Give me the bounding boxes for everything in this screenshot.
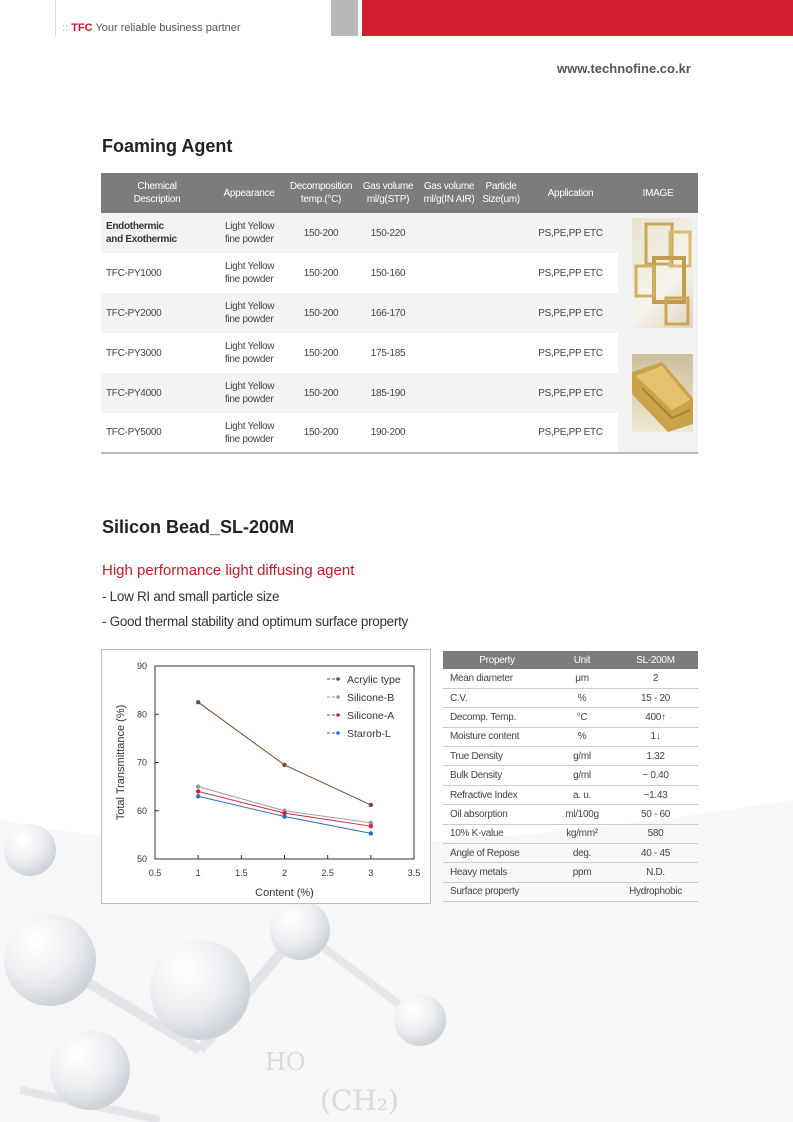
data-point (282, 814, 286, 818)
foaming-cell-text: fine powder (225, 234, 274, 245)
property-table-row (443, 844, 698, 863)
data-point (196, 789, 200, 793)
property-col-header: Unit (551, 651, 613, 669)
foaming-cell-text: TFC-PY5000 (106, 427, 162, 438)
property-table-cell: g/ml (551, 747, 613, 766)
foaming-table-cell (101, 333, 213, 373)
property-table-cell: 10% K-value (443, 824, 551, 843)
property-table-cell: ~1.43 (613, 785, 698, 804)
website-url[interactable]: www.technofine.co.kr (557, 61, 691, 76)
property-table-cell: 400↑ (613, 708, 698, 727)
data-point (196, 700, 200, 704)
property-table-row (443, 727, 698, 746)
foaming-cell-text: 150-200 (303, 427, 339, 438)
foaming-table-cell (285, 373, 357, 413)
foaming-cell-text: TFC-PY1000 (106, 267, 162, 279)
property-table-cell: kg/mm² (551, 824, 613, 843)
foaming-table-cell (523, 293, 618, 333)
foaming-table-cell (419, 293, 479, 333)
property-table-row (443, 766, 698, 785)
x-tick-label: 1.5 (235, 868, 248, 878)
frame-product-image (632, 218, 693, 328)
property-table-cell: Oil absorption (443, 805, 551, 824)
foaming-table-cell (101, 213, 213, 253)
foaming-cell-text: Endothermic (106, 221, 164, 232)
foaming-col-header-line: IMAGE (642, 187, 674, 199)
foaming-cell-text: Light Yellow (225, 341, 275, 352)
foaming-cell-text: fine powder (225, 433, 274, 445)
property-col-header: Property (443, 651, 551, 669)
foaming-cell-text: PS,PE,PP ETC (538, 347, 603, 359)
header-brand: TFC (71, 22, 93, 34)
data-point (196, 784, 200, 788)
property-table-row (443, 882, 698, 901)
property-table-cell: 1.32 (613, 747, 698, 766)
x-tick-label: 0.5 (148, 868, 162, 878)
foaming-cell-text: Light Yellow (225, 381, 275, 392)
foaming-table-cell (419, 373, 479, 413)
foaming-cell-text: 150-200 (303, 307, 339, 319)
property-table-cell: Bulk Density (443, 766, 551, 785)
foaming-table-cell (479, 293, 523, 333)
y-tick-label: 80 (136, 709, 147, 720)
foaming-col-header-line: Particle (485, 181, 517, 192)
property-table-body (443, 669, 698, 902)
x-tick-label: 3.5 (407, 868, 421, 878)
foaming-col-header (479, 173, 523, 213)
foaming-table-cell (213, 333, 285, 373)
foaming-table-cell (479, 373, 523, 413)
foaming-table-cell (357, 373, 419, 413)
foaming-table-row (101, 213, 698, 253)
transmittance-chart (101, 649, 431, 904)
foaming-col-header-line: ml/g(STP) (366, 194, 410, 205)
legend-swatch-marker (336, 695, 340, 699)
y-tick-label: 70 (136, 757, 147, 768)
foaming-table-cell (285, 253, 357, 293)
property-table-cell: a. u. (551, 785, 613, 804)
property-table-cell: 50 - 60 (613, 805, 698, 824)
property-table-cell: Decomp. Temp. (443, 708, 551, 727)
foaming-agent-table (101, 173, 698, 454)
property-table-row (443, 669, 698, 688)
foaming-table-cell (213, 253, 285, 293)
foaming-table-cell (213, 413, 285, 453)
foaming-table-cell (101, 413, 213, 453)
foaming-table-cell (357, 253, 419, 293)
legend-swatch-marker (336, 677, 340, 681)
x-tick-label: 3 (368, 868, 374, 878)
data-point (369, 824, 373, 828)
foaming-table-cell (213, 373, 285, 413)
y-axis-label: Total Transmittance (%) (115, 704, 127, 821)
foaming-cell-text: 150-160 (370, 267, 406, 279)
data-point (369, 831, 373, 835)
property-table-row (443, 805, 698, 824)
foaming-table-cell (357, 413, 419, 453)
foaming-table-cell (523, 333, 618, 373)
foaming-col-header-line: Gas volume (423, 181, 475, 192)
foaming-cell-text: Light Yellow (225, 261, 275, 272)
foaming-col-header (101, 173, 213, 213)
foaming-cell-text: PS,PE,PP ETC (538, 307, 603, 319)
foaming-cell-text: 150-200 (303, 227, 339, 239)
silicon-bead-title: Silicon Bead_SL-200M (102, 517, 295, 537)
foaming-cell-text: PS,PE,PP ETC (538, 267, 603, 279)
foaming-cell-text: 150-220 (370, 227, 406, 239)
foaming-cell-text: 150-200 (303, 347, 339, 359)
foaming-table-cell (523, 253, 618, 293)
foaming-col-header-line: Gas volume (362, 181, 414, 192)
foaming-table-cell (357, 293, 419, 333)
foaming-table-cell (523, 213, 618, 253)
x-tick-label: 2.5 (321, 868, 334, 878)
foaming-table-cell (213, 213, 285, 253)
property-table-cell: 15 - 20 (613, 688, 698, 707)
legend-swatch-marker (336, 731, 340, 735)
foaming-table-row (101, 373, 698, 413)
data-point (196, 794, 200, 798)
foaming-cell-text: Light Yellow (225, 221, 275, 232)
foaming-table-cell (419, 413, 479, 453)
property-table-cell: ~ 0.40 (613, 766, 698, 785)
property-table-cell: True Density (443, 747, 551, 766)
property-table-row (443, 785, 698, 804)
foaming-cell-text: 150-200 (303, 267, 339, 279)
foaming-col-header (419, 173, 479, 213)
property-table-row (443, 863, 698, 882)
legend-swatch-marker (336, 713, 340, 717)
series-line-acrylic-type (198, 702, 371, 805)
property-table-cell: °C (551, 708, 613, 727)
property-table-cell: Hydrophobic (613, 882, 698, 901)
foaming-cell-text: PS,PE,PP ETC (538, 427, 603, 438)
x-tick-label: 2 (281, 868, 288, 878)
foaming-table-row (101, 413, 698, 453)
foaming-col-header (618, 173, 698, 213)
header-tagline (62, 22, 241, 34)
x-axis-label: Content (%) (255, 887, 314, 899)
property-table-cell: Heavy metals (443, 863, 551, 882)
foaming-col-header-line: Chemical (137, 181, 177, 192)
property-table-row (443, 708, 698, 727)
property-table-cell: Moisture content (443, 727, 551, 746)
foaming-table-row (101, 253, 698, 293)
foaming-table-cell (419, 333, 479, 373)
legend-label: Starorb-L (347, 728, 391, 740)
foaming-col-header (213, 173, 285, 213)
transmittance-chart-svg (102, 650, 432, 905)
property-table-row (443, 747, 698, 766)
foaming-agent-title: Foaming Agent (102, 136, 233, 156)
property-table-cell: g/ml (551, 766, 613, 785)
property-table-cell: N.D. (613, 863, 698, 882)
foaming-table-cell (479, 413, 523, 453)
legend-label: Acrylic type (347, 674, 401, 686)
foaming-cell-text: 185-190 (370, 387, 406, 399)
foaming-col-header-line: Size(um) (482, 194, 520, 205)
property-table-cell: ppm (551, 863, 613, 882)
formula-watermark-2: (CH₂) (320, 1084, 399, 1117)
foaming-cell-text: fine powder (225, 314, 274, 325)
formula-watermark-1: HO (265, 1048, 306, 1076)
y-tick-label: 90 (136, 661, 147, 671)
foaming-table-header (101, 173, 698, 213)
foaming-table-cell (213, 293, 285, 333)
legend-label: Silicone-B (347, 692, 395, 704)
foaming-cell-text: and Exothermic (106, 234, 177, 245)
foaming-col-header (523, 173, 618, 213)
foaming-table-cell (357, 213, 419, 253)
header-dots: :: (62, 22, 69, 34)
legend-label: Silicone-A (347, 710, 395, 722)
property-table-cell: C.V. (443, 688, 551, 707)
property-table-cell (551, 882, 613, 901)
foaming-cell-text: Light Yellow (225, 301, 275, 312)
property-table-cell: Surface property (443, 882, 551, 901)
bullet-low-ri: - Low RI and small particle size (102, 589, 280, 604)
property-table-cell: % (551, 727, 613, 746)
foaming-table-cell (523, 413, 618, 453)
property-table-cell: ml/100g (551, 805, 613, 824)
foaming-table-cell (285, 333, 357, 373)
foaming-col-header (285, 173, 357, 213)
property-table-cell: 1↓ (613, 727, 698, 746)
foaming-table-cell (479, 333, 523, 373)
property-table-cell: 40 - 45 (613, 844, 698, 863)
property-table-header (443, 651, 698, 669)
foaming-cell-text: 190-200 (370, 427, 406, 438)
property-table-cell: 580 (613, 824, 698, 843)
foaming-col-header-line: Description (133, 194, 181, 205)
foaming-table-cell (479, 213, 523, 253)
foaming-col-header-line: Appearance (223, 187, 275, 199)
foaming-cell-text: PS,PE,PP ETC (538, 387, 603, 399)
y-tick-label: 60 (136, 805, 147, 816)
property-table-cell: 2 (613, 669, 698, 688)
x-tick-label: 1 (195, 868, 201, 878)
foaming-cell-text: TFC-PY3000 (106, 347, 162, 359)
foaming-cell-text: fine powder (225, 394, 274, 405)
header-left-margin (0, 0, 55, 36)
foaming-table-cell (479, 253, 523, 293)
header-gray-block (331, 0, 358, 36)
y-tick-label: 50 (136, 854, 147, 864)
foaming-table-row (101, 293, 698, 333)
foaming-table-cell (285, 213, 357, 253)
foaming-cell-text: PS,PE,PP ETC (538, 227, 603, 239)
foaming-col-header-line: ml/g(IN AIR) (423, 194, 475, 205)
foaming-table-body (101, 213, 698, 453)
property-col-header: SL-200M (613, 651, 698, 669)
foaming-cell-text: TFC-PY2000 (106, 307, 162, 319)
foaming-table-cell (419, 253, 479, 293)
property-table-cell: Refractive Index (443, 785, 551, 804)
foaming-col-header (357, 173, 419, 213)
property-table-row (443, 688, 698, 707)
property-table-cell: μm (551, 669, 613, 688)
foaming-cell-text: 166-170 (370, 307, 406, 319)
silicon-subtitle: High performance light diffusing agent (102, 562, 355, 579)
foaming-table-cell (101, 373, 213, 413)
foaming-table-cell (285, 293, 357, 333)
foaming-cell-text: Light Yellow (225, 420, 275, 432)
header-tagline-text: Your reliable business partner (95, 22, 241, 34)
foaming-table-cell (419, 213, 479, 253)
foaming-col-header-line: temp.(°C) (300, 194, 342, 205)
foaming-table-cell (285, 413, 357, 453)
foaming-cell-text: 150-200 (303, 387, 339, 399)
foaming-cell-text: 175-185 (370, 347, 406, 359)
property-table-cell: Mean diameter (443, 669, 551, 688)
data-point (282, 763, 286, 767)
foaming-table-cell (523, 373, 618, 413)
molding-product-image (632, 354, 693, 432)
foaming-col-header-line: Application (547, 187, 594, 199)
property-table-cell: Angle of Repose (443, 844, 551, 863)
foaming-table-cell (357, 333, 419, 373)
bullet-thermal-stability: - Good thermal stability and optimum surface property (102, 614, 408, 629)
header-red-bar (362, 0, 793, 36)
property-table (443, 651, 698, 902)
foaming-cell-text: fine powder (225, 274, 274, 285)
property-table-cell: deg. (551, 844, 613, 863)
foaming-table-row (101, 333, 698, 373)
foaming-table-cell (101, 293, 213, 333)
foaming-col-header-line: Decomposition (289, 181, 353, 192)
foaming-table-cell (101, 253, 213, 293)
foaming-cell-text: fine powder (225, 354, 274, 365)
data-point (369, 803, 373, 807)
property-table-row (443, 824, 698, 843)
property-table-cell: % (551, 688, 613, 707)
foaming-cell-text: TFC-PY4000 (106, 387, 162, 399)
